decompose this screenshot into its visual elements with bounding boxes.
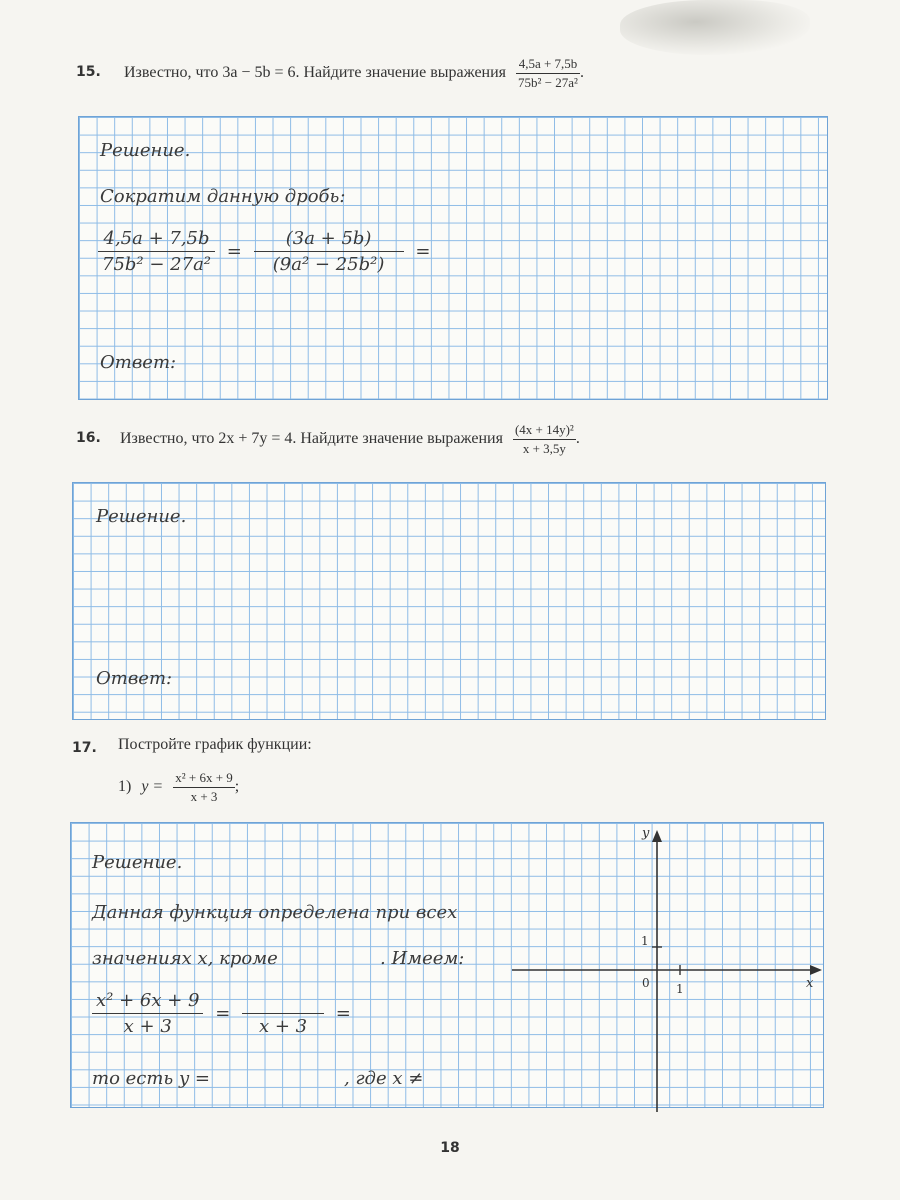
solution-heading: Решение. <box>96 506 187 527</box>
fraction-numerator: (4x + 14y)² <box>513 422 576 440</box>
answer-label: Ответ: <box>96 668 173 689</box>
y-axis-arrow <box>652 830 662 842</box>
item-end: ; <box>234 778 240 796</box>
x-axis-arrow <box>810 965 822 975</box>
fraction-numerator: 4,5a + 7,5b <box>516 56 580 74</box>
answer-label: Ответ: <box>100 352 177 373</box>
solution-line-except: значениях x, кроме <box>92 948 278 969</box>
y-tick-label: 1 <box>641 934 649 948</box>
fraction-denominator: x + 3,5y <box>522 441 566 456</box>
task-number: 16. <box>76 430 101 446</box>
function-lhs: y = <box>141 778 164 796</box>
rhs-denominator: x + 3 <box>258 1016 308 1037</box>
equals-sign: = <box>335 1003 351 1024</box>
solution-heading: Решение. <box>100 140 191 161</box>
x-tick-label: 1 <box>676 982 684 996</box>
solution-line-result: то есть y = <box>92 1068 210 1089</box>
solution-heading: Решение. <box>92 852 183 873</box>
task-number: 17. <box>72 740 97 756</box>
prompt-text: Известно, что 2x + 7y = 4. Найдите значение выражения <box>120 430 503 448</box>
fraction-denominator: 75b² − 27a² <box>518 75 578 90</box>
lhs-denominator: x + 3 <box>123 1016 172 1037</box>
prompt-end: . <box>579 64 584 82</box>
prompt-end: . <box>575 430 580 448</box>
task-number: 15. <box>76 64 101 80</box>
fraction-numerator: x² + 6x + 9 <box>173 770 235 788</box>
origin-label: 0 <box>642 976 650 990</box>
equals-sign: = <box>226 241 242 262</box>
solution-line-domain: Данная функция определена при всех <box>92 902 458 923</box>
fraction-denominator: x + 3 <box>190 789 218 804</box>
rhs-numerator: (3a + 5b) <box>254 228 404 252</box>
prompt-text: Постройте график функции: <box>118 736 312 753</box>
lhs-numerator: 4,5a + 7,5b <box>98 228 215 252</box>
equals-sign: = <box>215 1003 231 1024</box>
rhs-denominator: (9a² − 25b²) <box>272 254 385 275</box>
lhs-denominator: 75b² − 27a² <box>102 254 212 275</box>
prompt-text: Известно, что 3a − 5b = 6. Найдите значение выражения <box>124 64 507 82</box>
solution-line-condition: , где x ≠ <box>344 1068 424 1089</box>
item-label: 1) <box>118 778 132 796</box>
solution-line-have: . Имеем: <box>380 948 465 969</box>
y-axis-label: y <box>642 826 650 841</box>
lhs-numerator: x² + 6x + 9 <box>92 990 203 1014</box>
page-number: 18 <box>440 1140 460 1156</box>
solution-step: Сократим данную дробь: <box>100 186 346 207</box>
x-axis-label: x <box>806 976 814 991</box>
equals-sign: = <box>415 241 431 262</box>
